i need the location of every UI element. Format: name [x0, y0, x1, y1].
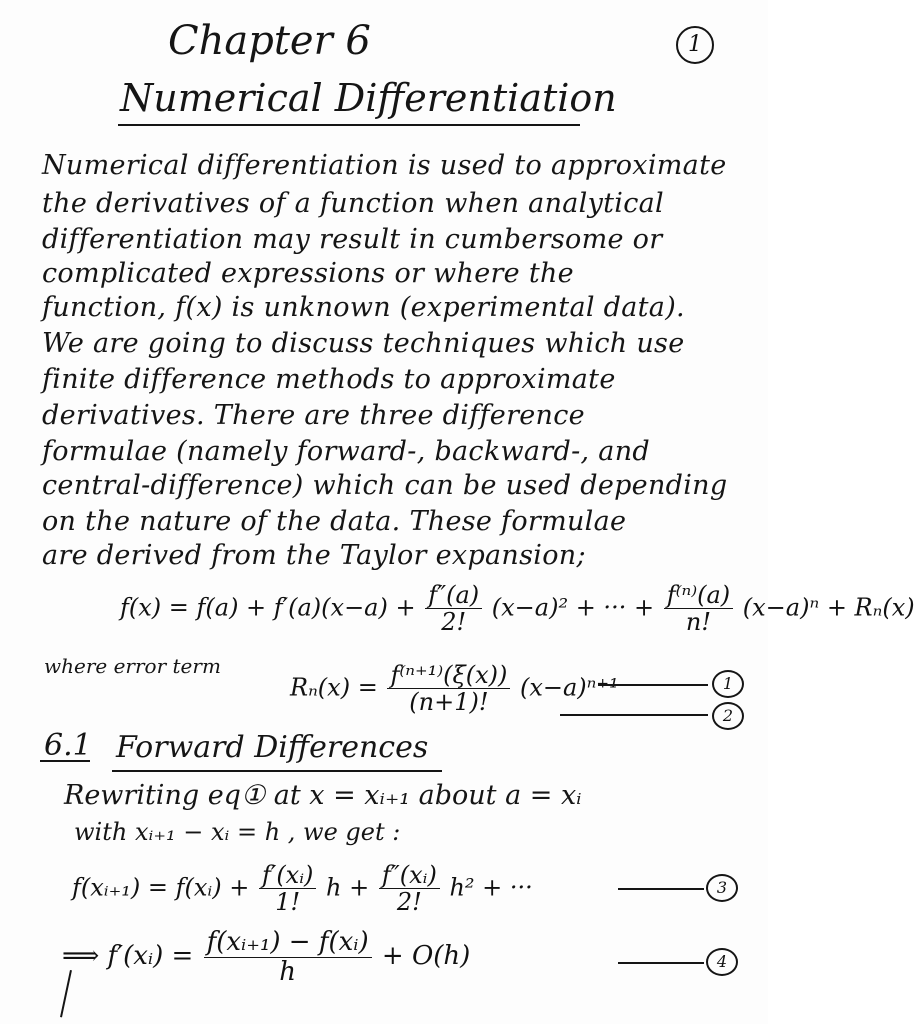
equation-ref-2: 2	[712, 702, 744, 730]
intro-line: finite difference methods to approximate	[42, 364, 616, 395]
eq3-numerator-1: f′(xᵢ)	[259, 862, 316, 889]
equation-ref-leader	[618, 962, 704, 964]
remainder-lhs: Rₙ(x) =	[290, 673, 378, 702]
eq4-rest: + O(h)	[381, 941, 471, 972]
section-line: Rewriting eq① at x = xᵢ₊₁ about a = xᵢ	[64, 780, 582, 811]
equation-ref-leader	[598, 684, 708, 686]
eq3-lhs: f(xᵢ₊₁) = f(xᵢ) +	[72, 873, 250, 902]
remainder-numerator: f⁽ⁿ⁺¹⁾(ξ(x))	[387, 662, 510, 689]
remainder-equation	[290, 662, 619, 716]
taylor-term2-numerator: f″(a)	[425, 582, 482, 609]
intro-line: on the nature of the data. These formulae	[42, 506, 627, 537]
intro-line: Numerical differentiation is used to approximate	[42, 150, 727, 181]
chapter-heading: Chapter 6	[168, 18, 371, 64]
taylor-termn-fraction	[664, 582, 733, 636]
section-title-underline	[112, 770, 442, 772]
implies-arrow-icon: ⟹	[62, 941, 100, 972]
remainder-label: where error term	[44, 654, 221, 678]
section-line: with xᵢ₊₁ − xᵢ = h , we get :	[74, 818, 401, 846]
intro-line: the derivatives of a function when analytical	[42, 188, 664, 219]
taylor-termn-rest: (x−a)ⁿ + Rₙ(x)	[742, 593, 915, 622]
equation-4	[62, 928, 470, 986]
eq4-denominator: h	[279, 956, 296, 987]
intro-line: derivatives. There are three difference	[42, 400, 585, 431]
intro-line: are derived from the Taylor expansion;	[42, 540, 586, 571]
taylor-termn-numerator: f⁽ⁿ⁾(a)	[664, 582, 733, 609]
eq3-denominator-2: 2!	[396, 888, 422, 917]
taylor-termn-denominator: n!	[685, 608, 711, 637]
taylor-term2-rest: (x−a)² + ··· +	[491, 593, 655, 622]
equation-ref-leader	[618, 888, 704, 890]
equation-3	[72, 862, 533, 916]
eq3-fraction-1	[259, 862, 316, 916]
eq3-numerator-2: f″(xᵢ)	[379, 862, 440, 889]
remainder-denominator: (n+1)!	[409, 688, 489, 717]
eq4-lhs: f′(xᵢ) =	[107, 941, 194, 972]
intro-line: We are going to discuss techniques which use	[42, 328, 685, 359]
page-number: 1	[676, 26, 714, 64]
taylor-term2-denominator: 2!	[441, 608, 467, 637]
equation-ref-3: 3	[706, 874, 738, 902]
intro-line: differentiation may result in cumbersome or	[42, 224, 663, 255]
equation-ref-1: 1	[712, 670, 744, 698]
section-number: 6.1	[44, 728, 92, 763]
intro-line: formulae (namely forward-, backward-, and	[42, 436, 650, 467]
eq4-numerator: f(xᵢ₊₁) − f(xᵢ)	[204, 928, 372, 958]
intro-line: central-difference) which can be used depending	[42, 470, 728, 501]
eq4-fraction	[204, 928, 372, 986]
page-title: Numerical Differentiation	[120, 76, 617, 120]
remainder-rest: (x−a)ⁿ⁺¹	[519, 673, 619, 702]
equation-ref-leader	[560, 714, 708, 716]
taylor-expansion	[120, 582, 915, 636]
section-number-underline	[40, 760, 90, 762]
taylor-lhs: f(x) = f(a) + f′(a)(x−a) +	[120, 593, 416, 622]
eq3-mid: h +	[326, 873, 370, 902]
eq3-fraction-2	[379, 862, 440, 916]
taylor-term2-fraction	[425, 582, 482, 636]
section-title: Forward Differences	[116, 730, 429, 765]
eq3-rest: h² + ···	[449, 873, 533, 902]
eq3-denominator-1: 1!	[275, 888, 301, 917]
title-underline	[118, 124, 580, 126]
equation-ref-4: 4	[706, 948, 738, 976]
intro-line: function, f(x) is unknown (experimental data).	[42, 292, 685, 323]
remainder-fraction	[387, 662, 510, 716]
intro-line: complicated expressions or where the	[42, 258, 574, 289]
